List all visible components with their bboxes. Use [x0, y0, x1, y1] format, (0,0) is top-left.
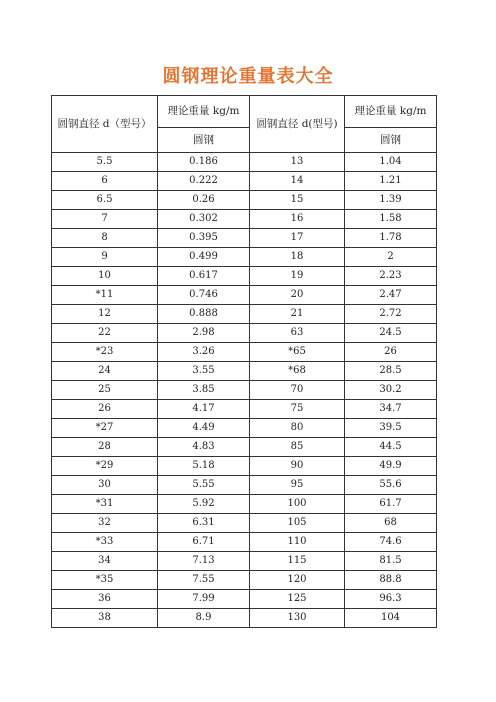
table-row	[52, 210, 437, 229]
table-row	[52, 305, 437, 324]
table-row	[52, 457, 437, 476]
right-diameter-cell: 80	[250, 419, 345, 438]
right-weight-cell: 34.7	[345, 400, 437, 419]
table-body	[52, 96, 437, 628]
table-row	[52, 609, 437, 628]
header-left-diameter: 圆钢直径 d（型号）	[52, 96, 158, 153]
right-weight-cell: 30.2	[345, 381, 437, 400]
left-diameter-cell: *29	[52, 457, 158, 476]
right-diameter-cell: 75	[250, 400, 345, 419]
right-diameter-cell: 130	[250, 609, 345, 628]
right-diameter-cell: 18	[250, 248, 345, 267]
right-weight-cell: 2.23	[345, 267, 437, 286]
table-row	[52, 476, 437, 495]
right-diameter-cell: 63	[250, 324, 345, 343]
table-row	[52, 438, 437, 457]
left-weight-cell: 0.499	[158, 248, 250, 267]
table-row	[52, 267, 437, 286]
right-weight-cell: 88.8	[345, 571, 437, 590]
table-row	[52, 552, 437, 571]
left-weight-cell: 7.13	[158, 552, 250, 571]
left-diameter-cell: 22	[52, 324, 158, 343]
left-weight-cell: 0.395	[158, 229, 250, 248]
right-diameter-cell: 20	[250, 286, 345, 305]
right-weight-cell: 61.7	[345, 495, 437, 514]
left-diameter-cell: *11	[52, 286, 158, 305]
header-left-weight: 理论重量 kg/m	[158, 96, 250, 128]
left-weight-cell: 3.85	[158, 381, 250, 400]
right-diameter-cell: 90	[250, 457, 345, 476]
left-weight-cell: 0.186	[158, 153, 250, 172]
left-weight-cell: 4.49	[158, 419, 250, 438]
header-row	[52, 96, 437, 128]
left-diameter-cell: 8	[52, 229, 158, 248]
table-row	[52, 419, 437, 438]
right-weight-cell: 96.3	[345, 590, 437, 609]
left-diameter-cell: 30	[52, 476, 158, 495]
left-weight-cell: 7.99	[158, 590, 250, 609]
right-weight-cell: 81.5	[345, 552, 437, 571]
table-row	[52, 514, 437, 533]
right-weight-cell: 2	[345, 248, 437, 267]
left-diameter-cell: 38	[52, 609, 158, 628]
right-weight-cell: 1.21	[345, 172, 437, 191]
left-diameter-cell: *33	[52, 533, 158, 552]
right-diameter-cell: 16	[250, 210, 345, 229]
table-row	[52, 571, 437, 590]
table-row	[52, 191, 437, 210]
right-weight-cell: 2.72	[345, 305, 437, 324]
right-diameter-cell: *68	[250, 362, 345, 381]
weight-table	[51, 95, 437, 628]
left-weight-cell: 6.71	[158, 533, 250, 552]
table-row	[52, 324, 437, 343]
right-weight-cell: 28.5	[345, 362, 437, 381]
right-diameter-cell: 17	[250, 229, 345, 248]
right-weight-cell: 104	[345, 609, 437, 628]
table-row	[52, 153, 437, 172]
right-weight-cell: 2.47	[345, 286, 437, 305]
left-weight-cell: 7.55	[158, 571, 250, 590]
right-weight-cell: 68	[345, 514, 437, 533]
left-weight-cell: 4.83	[158, 438, 250, 457]
right-weight-cell: 39.5	[345, 419, 437, 438]
right-diameter-cell: *65	[250, 343, 345, 362]
right-diameter-cell: 13	[250, 153, 345, 172]
right-diameter-cell: 15	[250, 191, 345, 210]
left-weight-cell: 3.55	[158, 362, 250, 381]
table-row	[52, 590, 437, 609]
right-diameter-cell: 105	[250, 514, 345, 533]
left-weight-cell: 5.92	[158, 495, 250, 514]
left-diameter-cell: 6.5	[52, 191, 158, 210]
table-row	[52, 172, 437, 191]
left-weight-cell: 5.55	[158, 476, 250, 495]
left-diameter-cell: 9	[52, 248, 158, 267]
right-diameter-cell: 70	[250, 381, 345, 400]
table-row	[52, 400, 437, 419]
right-diameter-cell: 14	[250, 172, 345, 191]
table-row	[52, 343, 437, 362]
left-diameter-cell: 26	[52, 400, 158, 419]
left-diameter-cell: 28	[52, 438, 158, 457]
header-right-sub: 圆钢	[345, 128, 437, 153]
page-title: 圆钢理论重量表大全	[162, 66, 334, 87]
table-row	[52, 248, 437, 267]
right-weight-cell: 44.5	[345, 438, 437, 457]
left-diameter-cell: 34	[52, 552, 158, 571]
right-weight-cell: 74.6	[345, 533, 437, 552]
header-right-diameter: 圆钢直径 d(型号)	[250, 96, 345, 153]
right-weight-cell: 1.78	[345, 229, 437, 248]
right-weight-cell: 1.39	[345, 191, 437, 210]
left-diameter-cell: 6	[52, 172, 158, 191]
right-diameter-cell: 115	[250, 552, 345, 571]
right-weight-cell: 1.58	[345, 210, 437, 229]
right-weight-cell: 1.04	[345, 153, 437, 172]
left-weight-cell: 0.746	[158, 286, 250, 305]
header-left-sub: 圆钢	[158, 128, 250, 153]
right-weight-cell: 26	[345, 343, 437, 362]
left-diameter-cell: *27	[52, 419, 158, 438]
left-weight-cell: 5.18	[158, 457, 250, 476]
right-diameter-cell: 120	[250, 571, 345, 590]
left-weight-cell: 0.888	[158, 305, 250, 324]
left-weight-cell: 0.26	[158, 191, 250, 210]
left-diameter-cell: 36	[52, 590, 158, 609]
right-weight-cell: 49.9	[345, 457, 437, 476]
header-right-weight: 理论重量 kg/m	[345, 96, 437, 128]
left-weight-cell: 0.222	[158, 172, 250, 191]
right-diameter-cell: 100	[250, 495, 345, 514]
left-diameter-cell: 24	[52, 362, 158, 381]
left-diameter-cell: 5.5	[52, 153, 158, 172]
right-diameter-cell: 19	[250, 267, 345, 286]
left-weight-cell: 4.17	[158, 400, 250, 419]
left-diameter-cell: 10	[52, 267, 158, 286]
right-weight-cell: 24.5	[345, 324, 437, 343]
table-row	[52, 495, 437, 514]
table-row	[52, 362, 437, 381]
left-diameter-cell: 12	[52, 305, 158, 324]
table-row	[52, 533, 437, 552]
left-diameter-cell: 32	[52, 514, 158, 533]
right-weight-cell: 55.6	[345, 476, 437, 495]
left-weight-cell: 0.302	[158, 210, 250, 229]
left-weight-cell: 8.9	[158, 609, 250, 628]
left-weight-cell: 3.26	[158, 343, 250, 362]
left-weight-cell: 2.98	[158, 324, 250, 343]
table-row	[52, 286, 437, 305]
left-diameter-cell: *31	[52, 495, 158, 514]
left-diameter-cell: 25	[52, 381, 158, 400]
right-diameter-cell: 110	[250, 533, 345, 552]
left-diameter-cell: *23	[52, 343, 158, 362]
right-diameter-cell: 95	[250, 476, 345, 495]
right-diameter-cell: 125	[250, 590, 345, 609]
left-weight-cell: 0.617	[158, 267, 250, 286]
left-diameter-cell: *35	[52, 571, 158, 590]
table-row	[52, 229, 437, 248]
left-diameter-cell: 7	[52, 210, 158, 229]
left-weight-cell: 6.31	[158, 514, 250, 533]
right-diameter-cell: 21	[250, 305, 345, 324]
right-diameter-cell: 85	[250, 438, 345, 457]
table-row	[52, 381, 437, 400]
